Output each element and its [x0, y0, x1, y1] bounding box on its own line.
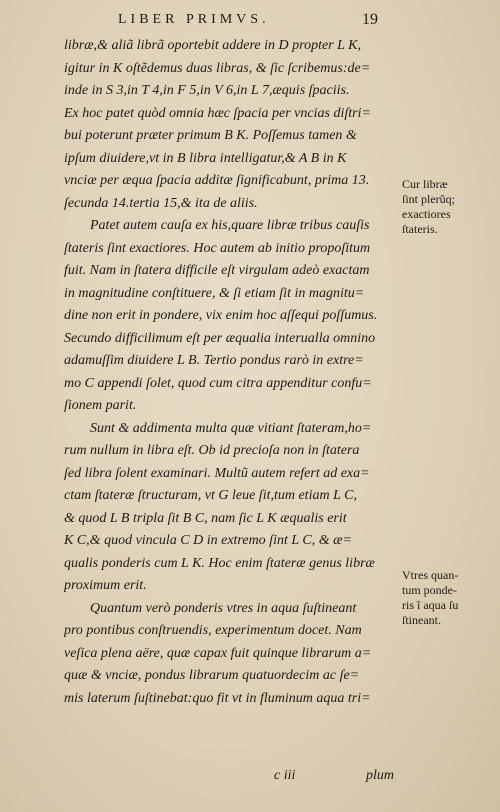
- text-line: rum nullum in libra eſt. Ob id precioſa non in ſtatera: [64, 443, 360, 458]
- text-line: quæ & vnciæ, pondus librarum quatuordecim ac ſe=: [64, 668, 360, 683]
- text-line: bui poterunt præter primum B K. Poſſemus tamen &: [64, 128, 357, 143]
- text-line: qualis ponderis cum L K. Hoc enim ſtateræ genus libræ: [64, 555, 375, 571]
- text-line: ſecunda 14.tertia 15,& ita de aliis.: [64, 195, 258, 211]
- text-line: libræ,& aliã librã oportebit addere in D propter L K,: [64, 38, 362, 53]
- main-text-block: [64, 35, 400, 710]
- margin-note-2: [402, 568, 492, 628]
- text-line: Quantum verò ponderis vtres in aqua ſuſtineant: [90, 600, 357, 616]
- text-line: K C,& quod vincula C D in extremo ſint L C, & æ=: [64, 533, 352, 548]
- text-line: pro pontibus conſtruendis, experimentum docet. Nam: [64, 623, 362, 638]
- margin-note-line: ris ĩ aqua ſu: [402, 598, 459, 612]
- text-line: igitur in K oſtẽdemus duas libras, & ſic ſcribemus:de=: [64, 60, 371, 76]
- text-line: adamuſſim diuidere L B. Tertio pondus rarò in extre=: [64, 353, 364, 368]
- signature-mark: c iii: [274, 768, 296, 783]
- text-line: proximum erit.: [64, 578, 147, 593]
- margin-note-line: Cur libræ: [402, 177, 448, 191]
- page-number: 19: [362, 11, 378, 28]
- margin-note-line: ſtineant.: [402, 613, 441, 627]
- text-line: fuit. Nam in ſtatera difficile eſt virgulam adeò exactam: [64, 263, 370, 278]
- text-line: Secundo difficilimum eſt per æqualia interualla omnino: [64, 330, 376, 346]
- margin-note-line: exactiores: [402, 207, 451, 221]
- text-line: veſica plena aëre, quæ capax fuit quinque librarum a=: [64, 645, 372, 661]
- text-line: ipſum diuidere,vt in B libra intelligatur,& A B in K: [64, 150, 347, 166]
- margin-note-line: Vtres quan-: [402, 568, 459, 582]
- running-title: LIBER PRIMVS.: [118, 12, 270, 27]
- margin-note-line: ſint plerũq;: [402, 192, 455, 206]
- text-line: mis laterum ſuſtinebat:quo fit vt in fluminum aqua tri=: [64, 690, 371, 706]
- text-line: vnciæ per æqua ſpacia additæ ſignificabunt, prima 13.: [64, 173, 370, 188]
- text-line: ſionem parit.: [64, 398, 137, 413]
- margin-note-line: ſtateris.: [402, 222, 438, 236]
- text-line: ſed libra ſolent examinari. Multũ autem refert ad exa=: [64, 465, 370, 481]
- text-line: Patet autem cauſa ex his,quare libræ tribus cauſis: [90, 218, 370, 233]
- text-line: in magnitudine conſtituere, & ſi etiam ſit in magnitu=: [64, 285, 365, 301]
- text-line: Ex hoc patet quòd omnia hæc ſpacia per vncias diſtri=: [64, 105, 371, 121]
- catchword: plum: [366, 768, 394, 783]
- text-line: inde in S 3,in T 4,in F 5,in V 6,in L 7,æquis ſpaciis.: [64, 83, 350, 98]
- margin-note-1: [402, 177, 492, 237]
- text-line: dine non erit in pondere, vix enim hoc aſſequi poſſumus.: [64, 308, 378, 323]
- margin-note-line: tum ponde-: [402, 583, 457, 597]
- text-line: Sunt & addimenta multa quæ vitiant ſtateram,ho=: [90, 420, 372, 436]
- text-line: & quod L B tripla ſit B C, nam ſic L K æqualis erit: [64, 510, 347, 526]
- text-line: ſtateris ſint exactiores. Hoc autem ab initio propoſitum: [64, 240, 371, 256]
- text-line: mo C appendi ſolet, quod cum citra appenditur confu=: [64, 375, 372, 391]
- text-line: ctam ſtateræ ſtructuram, vt G leue ſit,tum etiam L C,: [64, 488, 357, 503]
